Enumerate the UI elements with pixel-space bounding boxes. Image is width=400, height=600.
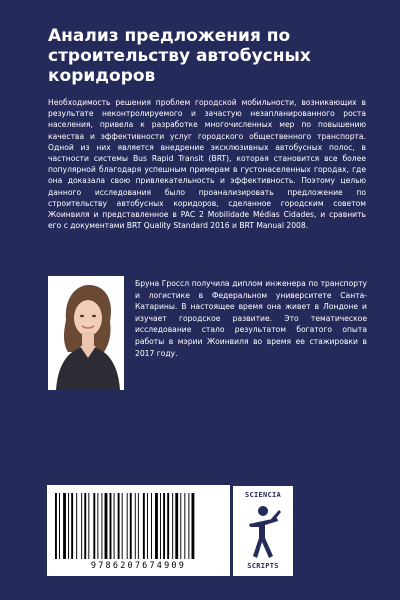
barcode-bar — [81, 493, 82, 559]
barcode-bar — [88, 493, 89, 559]
barcode-bar — [130, 493, 132, 559]
barcode-bar — [151, 493, 152, 559]
barcode-bar — [192, 493, 195, 559]
book-abstract: Необходимость решения проблем городской мобильности, возникающих в результате неконтролируемого и зачастую незапланированного роста населения, привела к разработке многочисленных мер по повышению качества и эффективности услуг городского общественного транспорта. Одной из них является внедрение эксклюзивных автобусных полос, в частности системы Bus Rapid Transit (BRT), которая становится все более популярной благодаря успешным примерам в густонаселенных городах, где она доказала свою привлекательность и эффективность. Поэтому целью данного исследования было проанализировать предложение по строительству автобусных коридоров, сделанное городским советом Жоинвиля и представленное в PAC 2 Mobilidade Médias Cidades, и сравнить его с документами BRT Quality Standard 2016 и BRT Manual 2008. — [48, 98, 366, 231]
author-photo — [48, 276, 124, 390]
barcode-bar — [184, 493, 185, 559]
barcode-number: 9786207674909 — [90, 561, 187, 571]
barcode-bar — [127, 493, 128, 559]
barcode-bar — [101, 493, 102, 559]
barcode-bar — [110, 493, 112, 559]
barcode-bar — [163, 493, 165, 559]
barcode-bar — [55, 493, 57, 559]
barcode-bar — [135, 493, 136, 559]
barcode-bar — [97, 493, 98, 559]
author-section — [48, 276, 368, 392]
barcode-bar — [188, 493, 189, 559]
scientist-figure-icon — [243, 502, 283, 560]
barcode-bars — [55, 493, 222, 559]
barcode-bar — [167, 493, 169, 559]
barcode-bar — [76, 493, 77, 559]
book-title: Анализ предложения по строительству автобусных коридоров — [48, 26, 311, 86]
barcode-bar — [118, 493, 120, 559]
publisher-logo — [233, 486, 293, 576]
barcode-bar — [122, 493, 123, 559]
barcode-bar — [138, 493, 139, 559]
barcode-bar — [114, 493, 115, 559]
barcode-bar — [71, 493, 73, 559]
publisher-name-bottom: SCRIPTS — [247, 562, 279, 570]
barcode-bar — [105, 493, 108, 559]
isbn-barcode — [47, 485, 230, 576]
barcode-bar — [160, 493, 161, 559]
barcode-bar — [180, 493, 181, 559]
barcode-bar — [63, 493, 66, 559]
barcode-bar — [143, 493, 145, 559]
barcode-bar — [68, 493, 69, 559]
barcode-bar — [147, 493, 148, 559]
barcode-bar — [59, 493, 60, 559]
barcode-bar — [84, 493, 86, 559]
author-bio: Бруна Гроссл получила диплом инженера по транспорту и логистике в Федеральном университете Санта-Катарины. В настоящее время она живет в Лондоне и изучает городское развитие. Это тематическое исследование стало результатом богатого опыта работы в мэрии Жоинвиля во время ее стажировки в 2017 году. — [135, 279, 367, 358]
barcode-bar — [93, 493, 95, 559]
barcode-bar — [175, 493, 178, 559]
barcode-bar — [155, 493, 158, 559]
publisher-name-top: SCIENCIA — [244, 491, 282, 499]
barcode-bar — [172, 493, 173, 559]
